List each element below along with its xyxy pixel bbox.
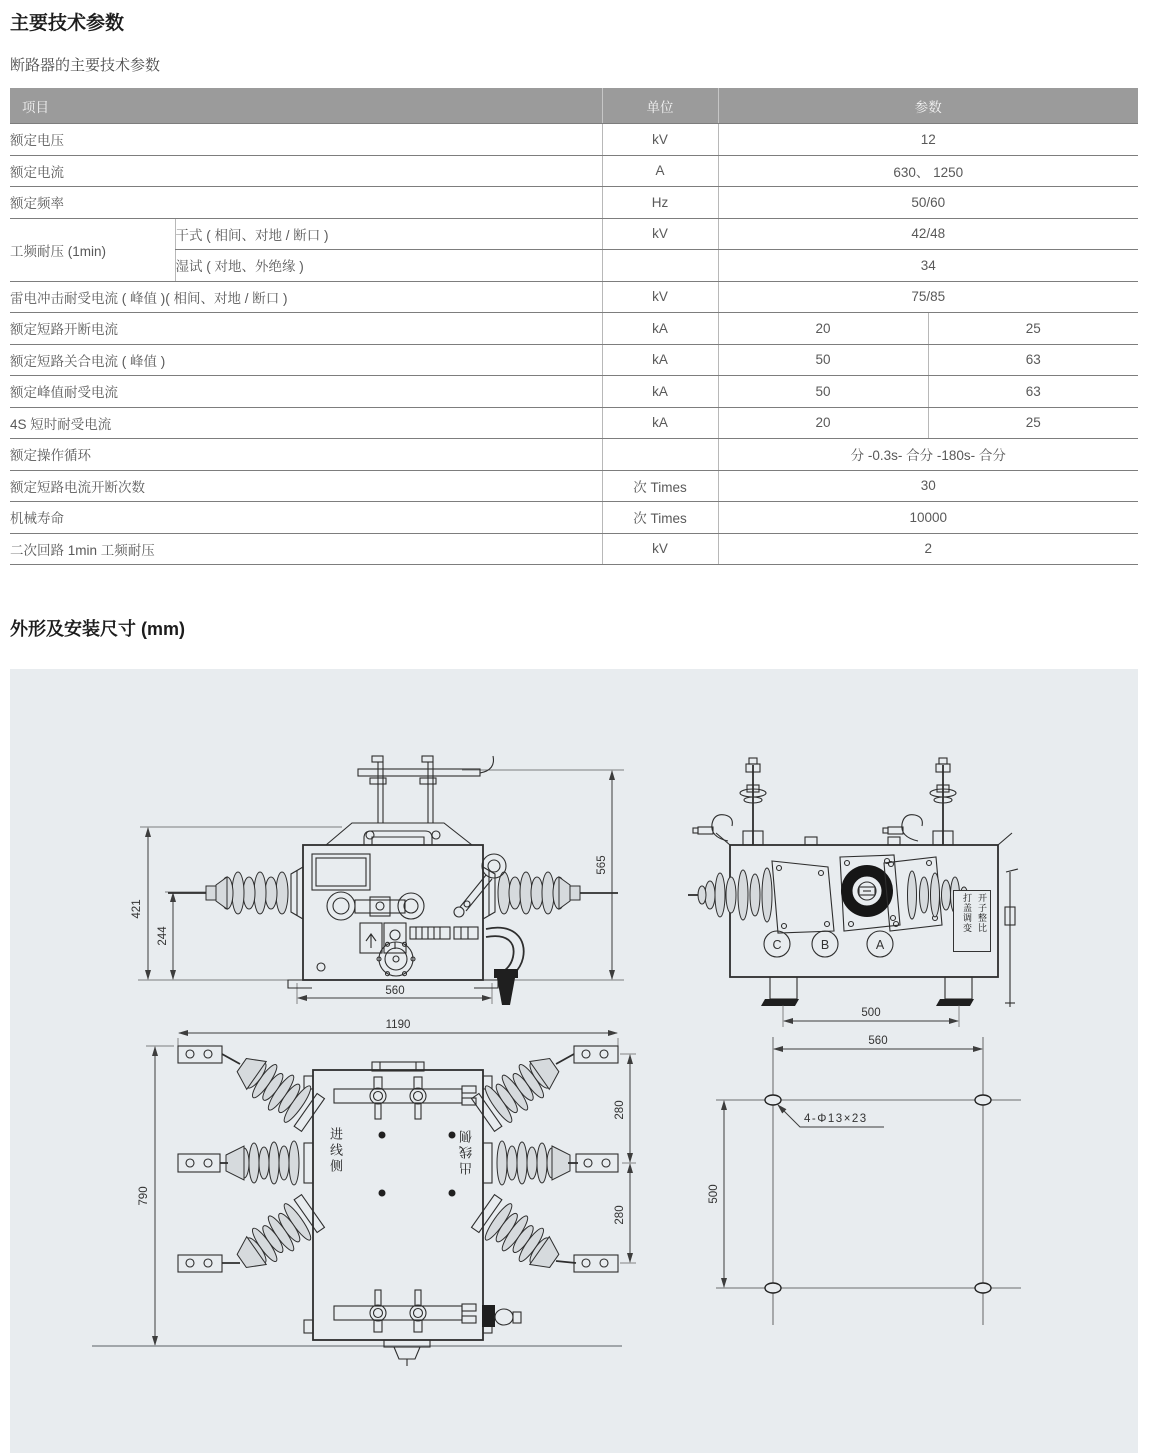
unit-cell: kA — [602, 313, 718, 345]
value-cell: 34 — [718, 250, 1138, 282]
value-cell-b: 63 — [928, 344, 1138, 376]
value-cell: 2 — [718, 533, 1138, 565]
sub-item-cell: 湿试 ( 对地、外绝缘 ) — [175, 250, 602, 282]
item-cell: 雷电冲击耐受电流 ( 峰值 )( 相间、对地 / 断口 ) — [10, 281, 602, 313]
front-view-drawing — [131, 756, 624, 1005]
item-cell: 额定电压 — [10, 124, 602, 156]
item-cell: 额定电流 — [10, 155, 602, 187]
value-cell-b: 63 — [928, 376, 1138, 408]
table-row — [10, 407, 1138, 439]
value-cell-b: 25 — [928, 313, 1138, 345]
unit-cell: kV — [602, 124, 718, 156]
value-cell: 30 — [718, 470, 1138, 502]
dim-500-side: 500 — [861, 1007, 881, 1019]
table-row — [10, 533, 1138, 565]
dim-421: 421 — [131, 899, 143, 919]
value-cell-a: 20 — [718, 313, 928, 345]
col-header-unit: 单位 — [602, 88, 718, 124]
parameters-table-wrap — [10, 88, 1138, 565]
header-row — [10, 88, 1138, 124]
value-cell-a: 50 — [718, 376, 928, 408]
value-cell: 10000 — [718, 502, 1138, 534]
dim-565: 565 — [596, 855, 608, 875]
item-cell: 额定短路关合电流 ( 峰值 ) — [10, 344, 602, 376]
item-cell: 额定短路开断电流 — [10, 313, 602, 345]
item-cell: 额定频率 — [10, 187, 602, 219]
value-cell: 分 -0.3s- 合分 -180s- 合分 — [718, 439, 1138, 471]
dim-560-mount: 560 — [868, 1035, 888, 1047]
mounting-view-drawing — [708, 1035, 1021, 1325]
dim-1190: 1190 — [385, 1019, 411, 1031]
value-cell-a: 50 — [718, 344, 928, 376]
table-row — [10, 124, 1138, 156]
unit-cell: kV — [602, 281, 718, 313]
table-caption: 断路器的主要技术参数 — [10, 57, 161, 74]
item-cell: 机械寿命 — [10, 502, 602, 534]
mounting-hole-label: 4-Φ13×23 — [804, 1113, 868, 1125]
dim-280-lower: 280 — [614, 1205, 626, 1225]
unit-cell — [602, 250, 718, 282]
item-cell: 工频耐压 (1min) — [10, 218, 175, 281]
inlet-side-label: 进线侧 — [328, 1127, 343, 1175]
plate-column-right: 开子整比 — [977, 893, 987, 933]
outline-drawings-svg — [10, 669, 1138, 1453]
parameters-table — [10, 88, 1138, 565]
page-title: 主要技术参数 — [10, 13, 125, 34]
unit-cell — [602, 439, 718, 471]
item-cell: 额定峰值耐受电流 — [10, 376, 602, 408]
unit-cell: kA — [602, 344, 718, 376]
unit-cell: 次 Times — [602, 470, 718, 502]
dim-244: 244 — [157, 926, 169, 946]
plate-column-left: 打盖调变 — [962, 893, 972, 933]
item-cell: 4S 短时耐受电流 — [10, 407, 602, 439]
table-row — [10, 344, 1138, 376]
ratio-adjust-plate-label — [953, 890, 991, 952]
item-cell: 二次回路 1min 工频耐压 — [10, 533, 602, 565]
phase-a-label: A — [875, 938, 885, 952]
phase-b-label: B — [820, 938, 830, 952]
table-row — [10, 250, 1138, 282]
table-row — [10, 502, 1138, 534]
dim-560: 560 — [385, 985, 405, 997]
table-row — [10, 439, 1138, 471]
table-row — [10, 187, 1138, 219]
table-row — [10, 155, 1138, 187]
col-header-param: 参数 — [718, 88, 1138, 124]
col-header-item: 项目 — [10, 88, 602, 124]
value-cell: 50/60 — [718, 187, 1138, 219]
dim-500-mount: 500 — [708, 1184, 720, 1204]
value-cell-b: 25 — [928, 407, 1138, 439]
dim-790: 790 — [138, 1186, 150, 1206]
table-row — [10, 470, 1138, 502]
unit-cell: kV — [602, 533, 718, 565]
table-row — [10, 313, 1138, 345]
phase-c-label: C — [772, 938, 782, 952]
sub-item-cell: 干式 ( 相间、对地 / 断口 ) — [175, 218, 602, 250]
unit-cell: kA — [602, 376, 718, 408]
value-cell: 630、 1250 — [718, 155, 1138, 187]
table-row — [10, 376, 1138, 408]
dimension-drawings-panel — [10, 669, 1138, 1453]
table-row — [10, 281, 1138, 313]
value-cell: 42/48 — [718, 218, 1138, 250]
unit-cell: kV — [602, 218, 718, 250]
value-cell-a: 20 — [718, 407, 928, 439]
item-cell: 额定操作循环 — [10, 439, 602, 471]
item-cell: 额定短路电流开断次数 — [10, 470, 602, 502]
top-view-drawing — [92, 1019, 636, 1366]
unit-cell: kA — [602, 407, 718, 439]
dim-280-upper: 280 — [614, 1100, 626, 1120]
unit-cell: 次 Times — [602, 502, 718, 534]
section-title-dimensions: 外形及安装尺寸 (mm) — [10, 619, 185, 639]
table-row — [10, 218, 1138, 250]
outlet-side-label: 出线侧 — [459, 1127, 474, 1175]
unit-cell: Hz — [602, 187, 718, 219]
value-cell: 12 — [718, 124, 1138, 156]
unit-cell: A — [602, 155, 718, 187]
value-cell: 75/85 — [718, 281, 1138, 313]
